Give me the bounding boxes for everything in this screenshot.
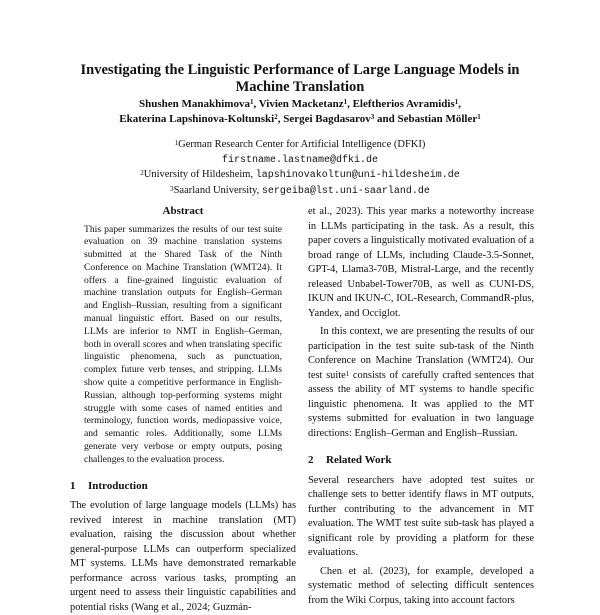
author-line-2 <box>60 112 540 127</box>
author: Sebastian Möller$^1$ <box>397 113 481 125</box>
abstract-text: This paper summarizes the results of our test suite evaluation on 39 machine translation systems submitted at the Shared Task of the Ninth Conference on Machine Translation (WMT24). It offers a fine-grained linguistic evaluation of machine translation outputs for English–German and English–Russian, resulting from a significant manual linguistic effort. Based on our results, LLMs are inferior to NMT in English–German, both in overall scores and when translating specific linguistic phenomena, such as punctuation, complex future verb tenses, and stripping. LLMs show quite a competitive performance in English-Russian, although top-performing systems might struggle with some cases of named entities and terminology, function words, mediopassive voice, and semantic roles. Additionally, some LLMs generate very verbose or empty outputs, posing challenges to the evaluation process. <box>84 223 282 465</box>
affiliation-2: $^2$University of Hildesheim, lapshinovakoltun@uni-hildesheim.de <box>140 169 460 181</box>
author: Shushen Manakhimova$^1$, <box>138 98 259 110</box>
affiliation-1-email: firstname.lastname@dfki.de <box>221 154 379 166</box>
paper-title: Investigating the Linguistic Performance of Large Language Models in Machine Translation <box>80 62 520 95</box>
affiliation-3: $^3$Saarland University, sergeiba@lst.uni-saarland.de <box>170 184 430 197</box>
affiliations <box>60 138 540 199</box>
section-heading-related-work: 2 Related Work <box>308 454 392 466</box>
author-line-1 <box>60 97 540 112</box>
affiliation-1: $^1$German Research Center for Artificial Intelligence (DFKI) <box>174 139 426 150</box>
author: Vivien Macketanz$^1$, <box>258 98 353 110</box>
author: Ekaterina Lapshinova-Koltunski$^2$, <box>119 113 284 125</box>
author: Eleftherios Avramidis$^1$, <box>352 98 461 110</box>
left-column <box>70 204 296 615</box>
intro-paragraph-continued: et al., 2023). This year marks a noteworthy increase in LLMs participating in the task. As a result, this paper covers a linguistically motivated evaluation of a broad range of LLMs, including Claude-3.5-Sonnet, GPT-4, Llama3-70B, Mistral-Large, and the recently released Unbabel-Tower70B, as well as CUNI-DS, IKUN and IKUN-C, IOL-Research, CommandR-plus, Yandex, and Occiglot. <box>308 206 534 319</box>
right-column <box>308 205 534 608</box>
related-paragraph-1: Several researchers have adopted test suites or challenge sets to better identify flaws in MT outputs, further contributing to the advancement in MT evaluation. The WMT test suite sub-task has played a significant role by providing a platform for these evaluations. <box>308 474 534 558</box>
intro-paragraph: The evolution of large language models (LLMs) has revived interest in machine translation (MT) evaluation, raising the discussion about whether general-purpose LLMs can outperform specialized MT systems. LLMs have demonstrated remarkable performance across various tasks, prompting an urgent need to assess their linguistic capabilities and potential risks (Wang et al., 2024; Guzmán- <box>70 500 296 613</box>
author: Sergei Bagdasarov$^3$ and <box>283 113 398 125</box>
section-heading-introduction: 1 Introduction <box>70 479 148 492</box>
intro-paragraph-2: In this context, we are presenting the results of our participation in the test suite sub-task of the Ninth Conference on Machine Translation (WMT24). Our test suite$^1$ consists of carefully crafted sentences that assess the ability of MT systems to handle specific linguistic phenomena. It was applied to the MT systems submitted for evaluation in two language directions: English–German and English–Russian. <box>308 326 534 439</box>
abstract-heading: Abstract <box>162 205 204 217</box>
footnote-marker[interactable]: 1 <box>345 369 350 378</box>
author-list <box>60 97 540 127</box>
related-paragraph-2: Chen et al. (2023), for example, developed a systematic method of selecting difficult sentences from the Wiki Corpus, taking into account factors <box>308 565 534 606</box>
